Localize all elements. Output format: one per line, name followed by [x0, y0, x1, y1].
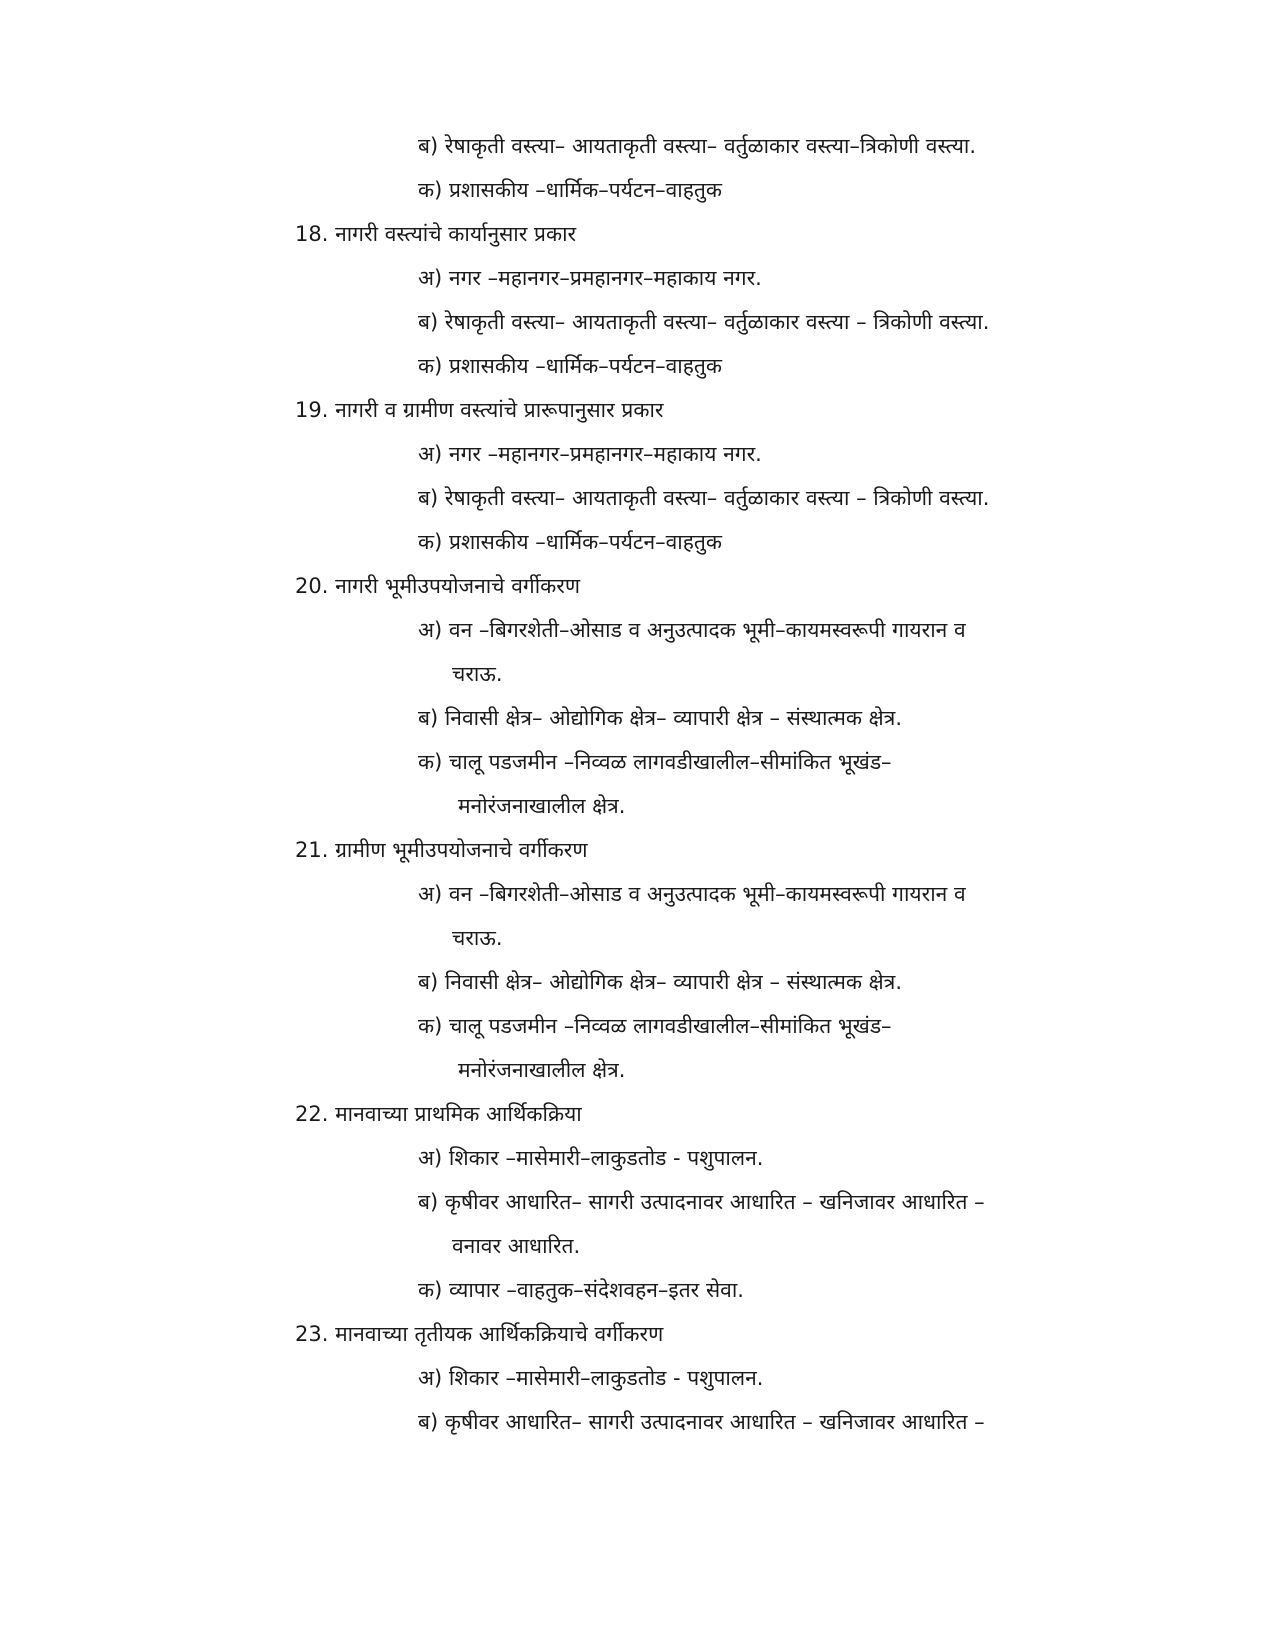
option-line: ब) रेषाकृती वस्त्या– आयताकृती वस्त्या– वर्तुळाकार वस्त्या–त्रिकोणी वस्त्या. — [418, 134, 977, 158]
option-continuation: मनोरंजनाखालील क्षेत्र. — [458, 1058, 626, 1082]
option-continuation: वनावर आधारित. — [452, 1234, 581, 1258]
option-line: क) प्रशासकीय –धार्मिक–पर्यटन–वाहतुक — [418, 530, 722, 554]
option-line: क) चालू पडजमीन –निव्वळ लागवडीखालील–सीमांकित भूखंड– — [418, 750, 892, 774]
option-line: ब) कृषीवर आधारित– सागरी उत्पादनावर आधारित – खनिजावर आधारित – — [418, 1410, 985, 1434]
question-heading-20: 20. नागरी भूमीउपयोजनाचे वर्गीकरण — [295, 574, 581, 598]
option-line: ब) निवासी क्षेत्र– ओद्योगिक क्षेत्र– व्यापारी क्षेत्र – संस्थात्मक क्षेत्र. — [418, 970, 903, 994]
option-line: क) चालू पडजमीन –निव्वळ लागवडीखालील–सीमांकित भूखंड– — [418, 1014, 892, 1038]
option-line: अ) शिकार –मासेमारी–लाकुडतोड - पशुपालन. — [418, 1366, 764, 1390]
question-heading-19: 19. नागरी व ग्रामीण वस्त्यांचे प्रारूपानुसार प्रकार — [295, 398, 664, 422]
question-heading-18: 18. नागरी वस्त्यांचे कार्यानुसार प्रकार — [295, 222, 577, 246]
option-continuation: चराऊ. — [452, 662, 503, 686]
option-line: ब) निवासी क्षेत्र– ओद्योगिक क्षेत्र– व्यापारी क्षेत्र – संस्थात्मक क्षेत्र. — [418, 706, 903, 730]
question-heading-22: 22. मानवाच्या प्राथमिक आर्थिकक्रिया — [295, 1102, 582, 1126]
option-line: क) प्रशासकीय –धार्मिक–पर्यटन–वाहतुक — [418, 178, 722, 202]
option-line: ब) रेषाकृती वस्त्या– आयताकृती वस्त्या– वर्तुळाकार वस्त्या – त्रिकोणी वस्त्या. — [418, 486, 990, 510]
option-line: अ) वन –बिगरशेती–ओसाड व अनुउत्पादक भूमी–कायमस्वरूपी गायरान व — [418, 618, 966, 642]
question-heading-21: 21. ग्रामीण भूमीउपयोजनाचे वर्गीकरण — [295, 838, 588, 862]
option-line: क) प्रशासकीय –धार्मिक–पर्यटन–वाहतुक — [418, 354, 722, 378]
option-line: अ) शिकार –मासेमारी–लाकुडतोड - पशुपालन. — [418, 1146, 764, 1170]
option-continuation: मनोरंजनाखालील क्षेत्र. — [458, 794, 626, 818]
option-line: अ) वन –बिगरशेती–ओसाड व अनुउत्पादक भूमी–कायमस्वरूपी गायरान व — [418, 882, 966, 906]
option-line: ब) रेषाकृती वस्त्या– आयताकृती वस्त्या– वर्तुळाकार वस्त्या – त्रिकोणी वस्त्या. — [418, 310, 990, 334]
question-heading-23: 23. मानवाच्या तृतीयक आर्थिकक्रियाचे वर्गीकरण — [295, 1322, 664, 1346]
option-line: क) व्यापार –वाहतुक–संदेशवहन–इतर सेवा. — [418, 1278, 744, 1302]
option-line: ब) कृषीवर आधारित– सागरी उत्पादनावर आधारित – खनिजावर आधारित – — [418, 1190, 985, 1214]
option-line: अ) नगर –महानगर–प्रमहानगर–महाकाय नगर. — [418, 442, 762, 466]
option-continuation: चराऊ. — [452, 926, 503, 950]
option-line: अ) नगर –महानगर–प्रमहानगर–महाकाय नगर. — [418, 266, 762, 290]
